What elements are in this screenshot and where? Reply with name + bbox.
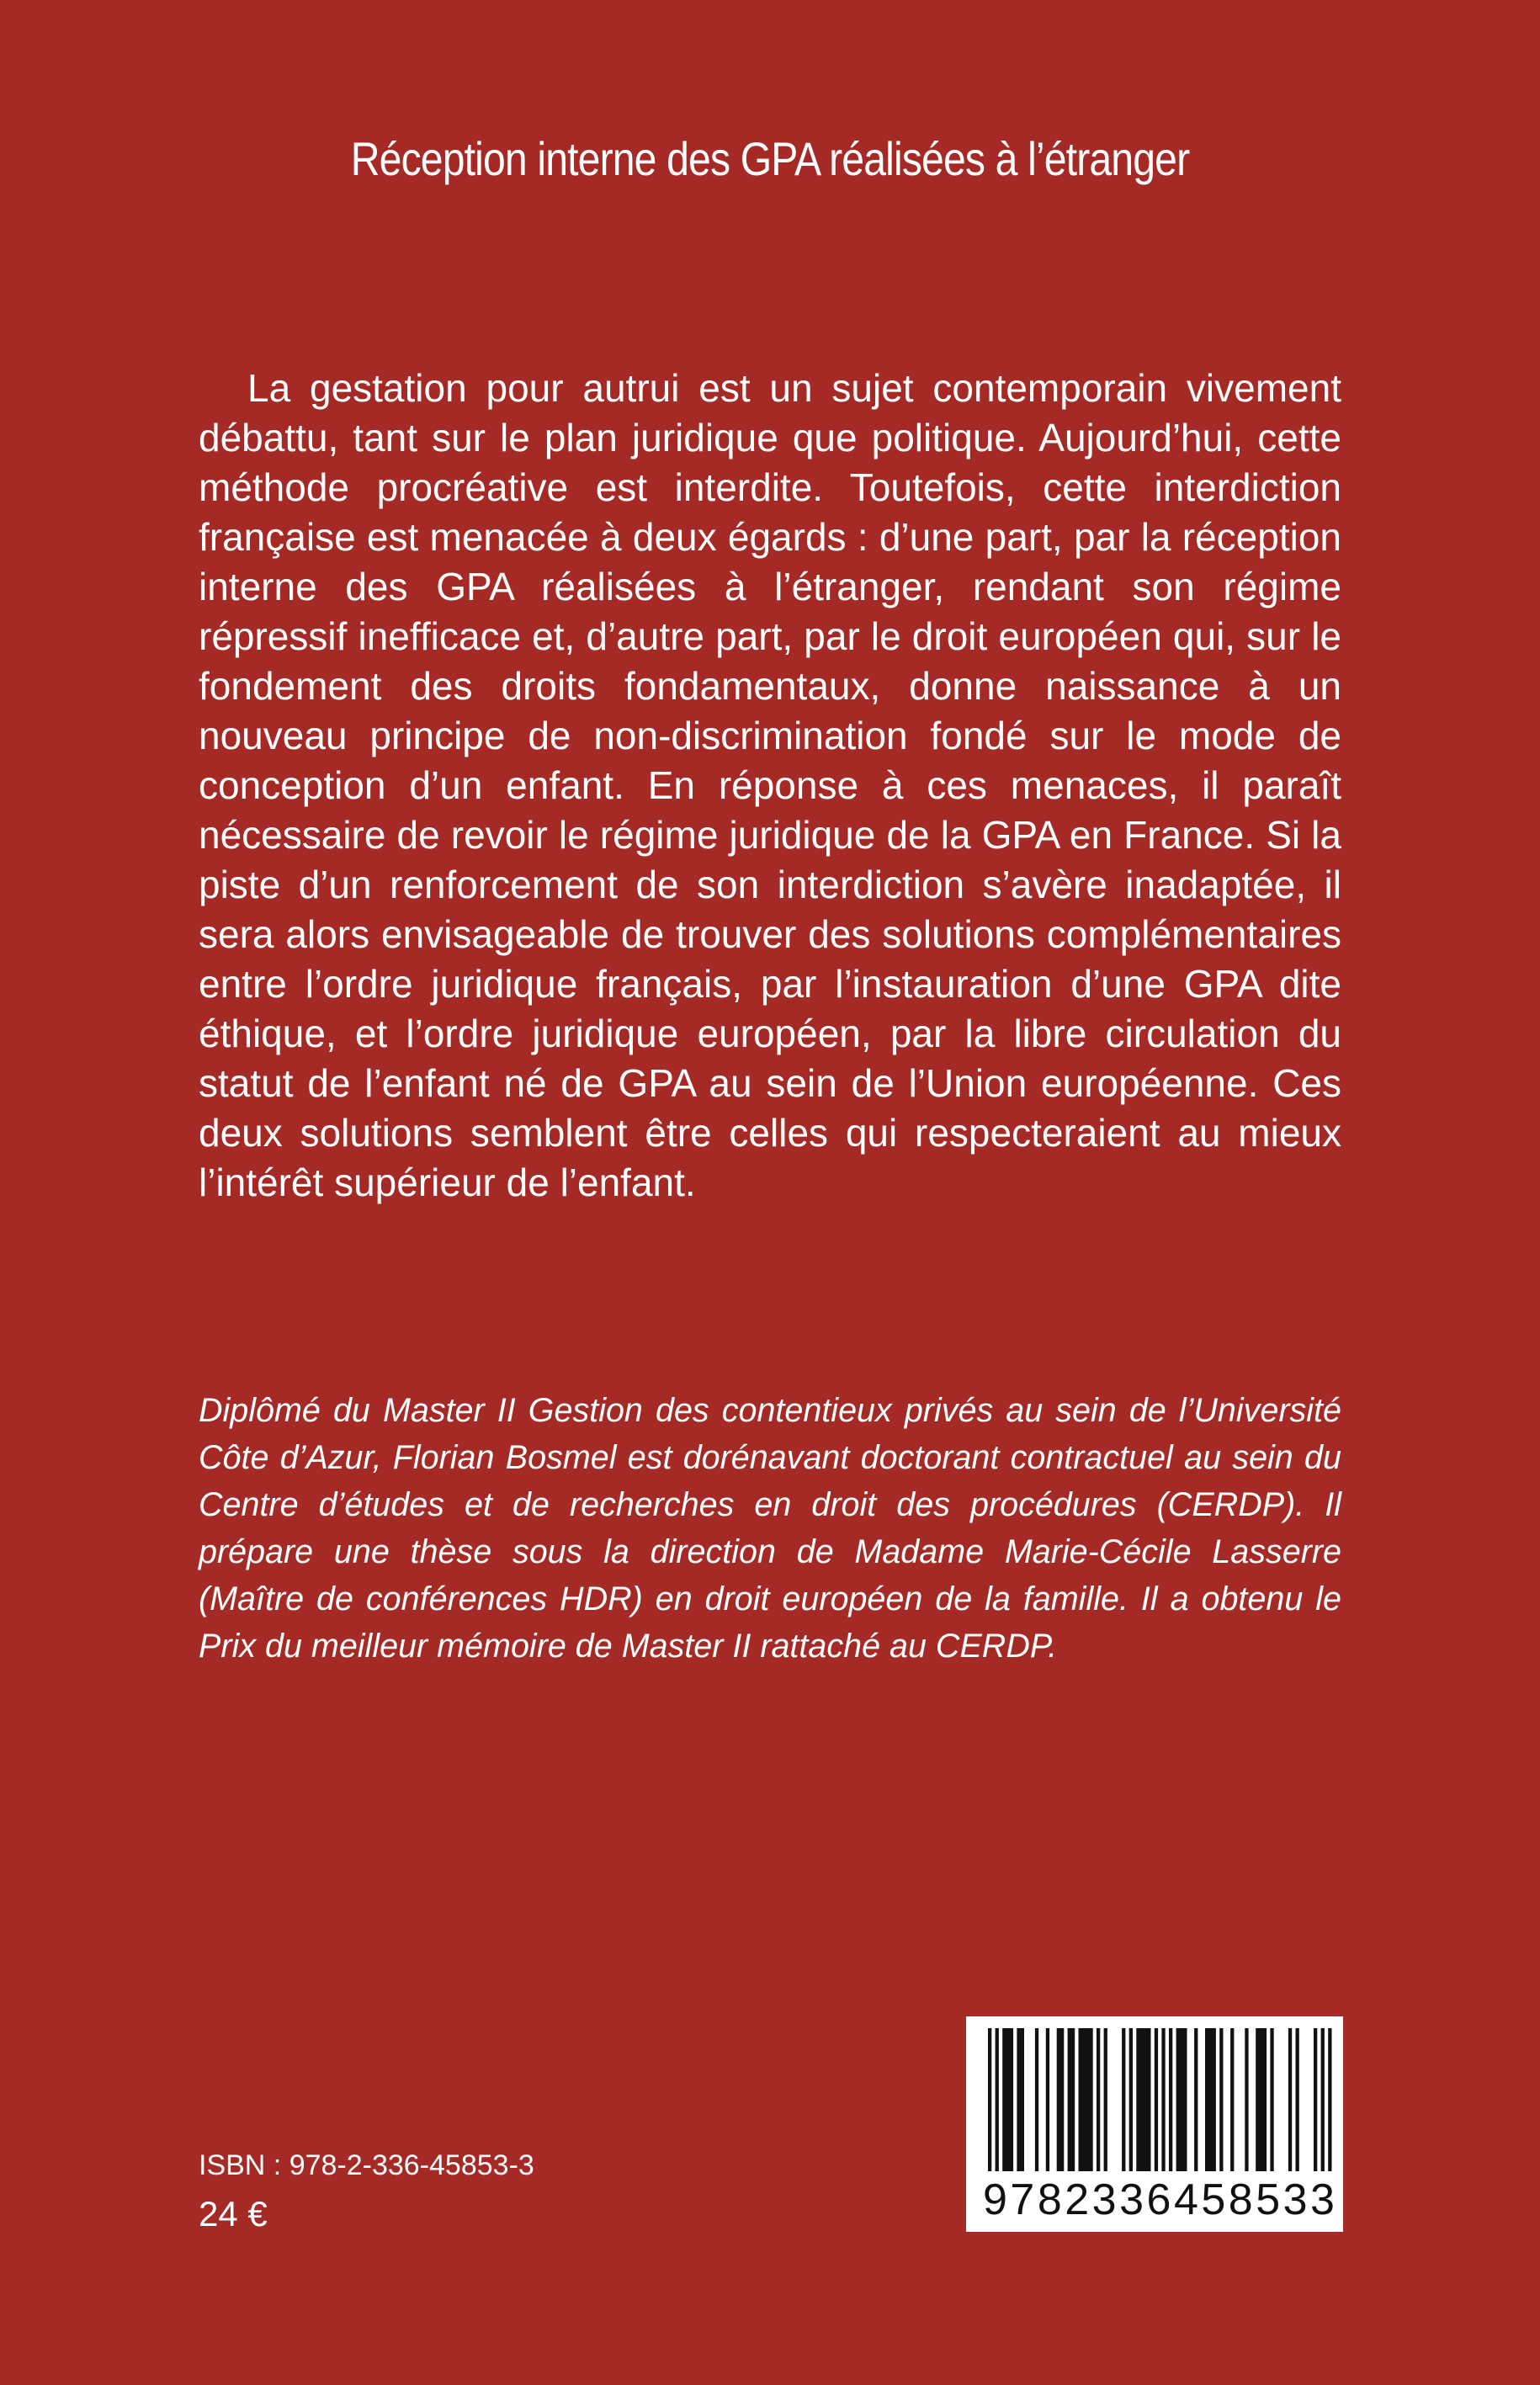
barcode-bar [1122,2028,1125,2171]
barcode-bar [988,2028,991,2171]
barcode-bar [1205,2028,1216,2171]
barcode-bar [1161,2028,1165,2171]
isbn-label: ISBN : 978-2-336-45853-3 [199,2149,534,2181]
barcode-bar [1270,2028,1273,2171]
cover-title: Réception interne des GPA réalisées à l’étranger [350,132,1190,185]
barcode [966,2016,1343,2232]
author-bio: Diplômé du Master II Gestion des contentieux privés au sein de l’Université Côte d’Azur, Florian Bosmel est dorénavant doctorant contractuel au sein du Centre d’études et de recherches en droit des procédures (CERDP). Il prépare une thèse sous la direction de Madame Marie-Cécile Lasserre (Maître de conférences HDR) en droit européen de la famille. Il a obtenu le Prix du meilleur mémoire de Master II rattaché au CERDP. [199,1392,1341,1665]
barcode-bar [1256,2028,1267,2171]
barcode-bar [1057,2028,1065,2171]
barcode-bar [1155,2028,1158,2171]
barcode-bar [1104,2028,1107,2171]
barcode-bar [1035,2028,1038,2171]
book-summary: La gestation pour autrui est un sujet contemporain vivement débattu, tant sur le plan juridique que politique. Aujourd’hui, cette méthode procréative est interdite. Toutefois, cette interdiction française est menacée à deux égards : d’une part, par la réception interne des GPA réalisées à l’étranger, rendant son régime répressif inefficace et, d’autre part, par le droit européen qui, sur le fondement des droits fondamentaux, donne naissance à un nouveau principe de non-discrimination fondé sur le mode de conception d’un enfant. En réponse à ces menaces, il paraît nécessaire de revoir le régime juridique de la GPA en France. Si la piste d’un renforcement de son interdiction s’avère inadaptée, il sera alors envisageable de trouver des solutions complémentaires entre l’ordre juridique français, par l’instauration d’une GPA dite éthique, et l’ordre juridique européen, par la libre circulation du statut de l’enfant né de GPA au sein de l’Union européenne. Ces deux solutions semblent être celles qui respecteraient au mieux l’intérêt supérieur de l’enfant. [199,366,1341,1204]
barcode-number: 9782336458533 [983,2175,1338,2224]
barcode-bar [1245,2028,1248,2171]
barcode-bar [1079,2028,1093,2171]
barcode-bar [1176,2028,1187,2171]
barcode-bar [996,2028,999,2171]
price-label: 24 € [199,2194,268,2234]
barcode-bar [1068,2028,1075,2171]
barcode-bar [1296,2028,1299,2171]
barcode-bar [1097,2028,1100,2171]
barcode-bar [1002,2028,1013,2171]
barcode-bar [1169,2028,1172,2171]
barcode-bar [1129,2028,1133,2171]
barcode-bar [1230,2028,1234,2171]
barcode-bar [1136,2028,1150,2171]
barcode-bar [1321,2028,1325,2171]
barcode-bar [1194,2028,1197,2171]
barcode-bar [1314,2028,1317,2171]
barcode-bar [1288,2028,1292,2171]
barcode-bar [1046,2028,1049,2171]
barcode-bar [1328,2028,1331,2171]
barcode-bar [1219,2028,1223,2171]
barcode-bar [1017,2028,1024,2171]
